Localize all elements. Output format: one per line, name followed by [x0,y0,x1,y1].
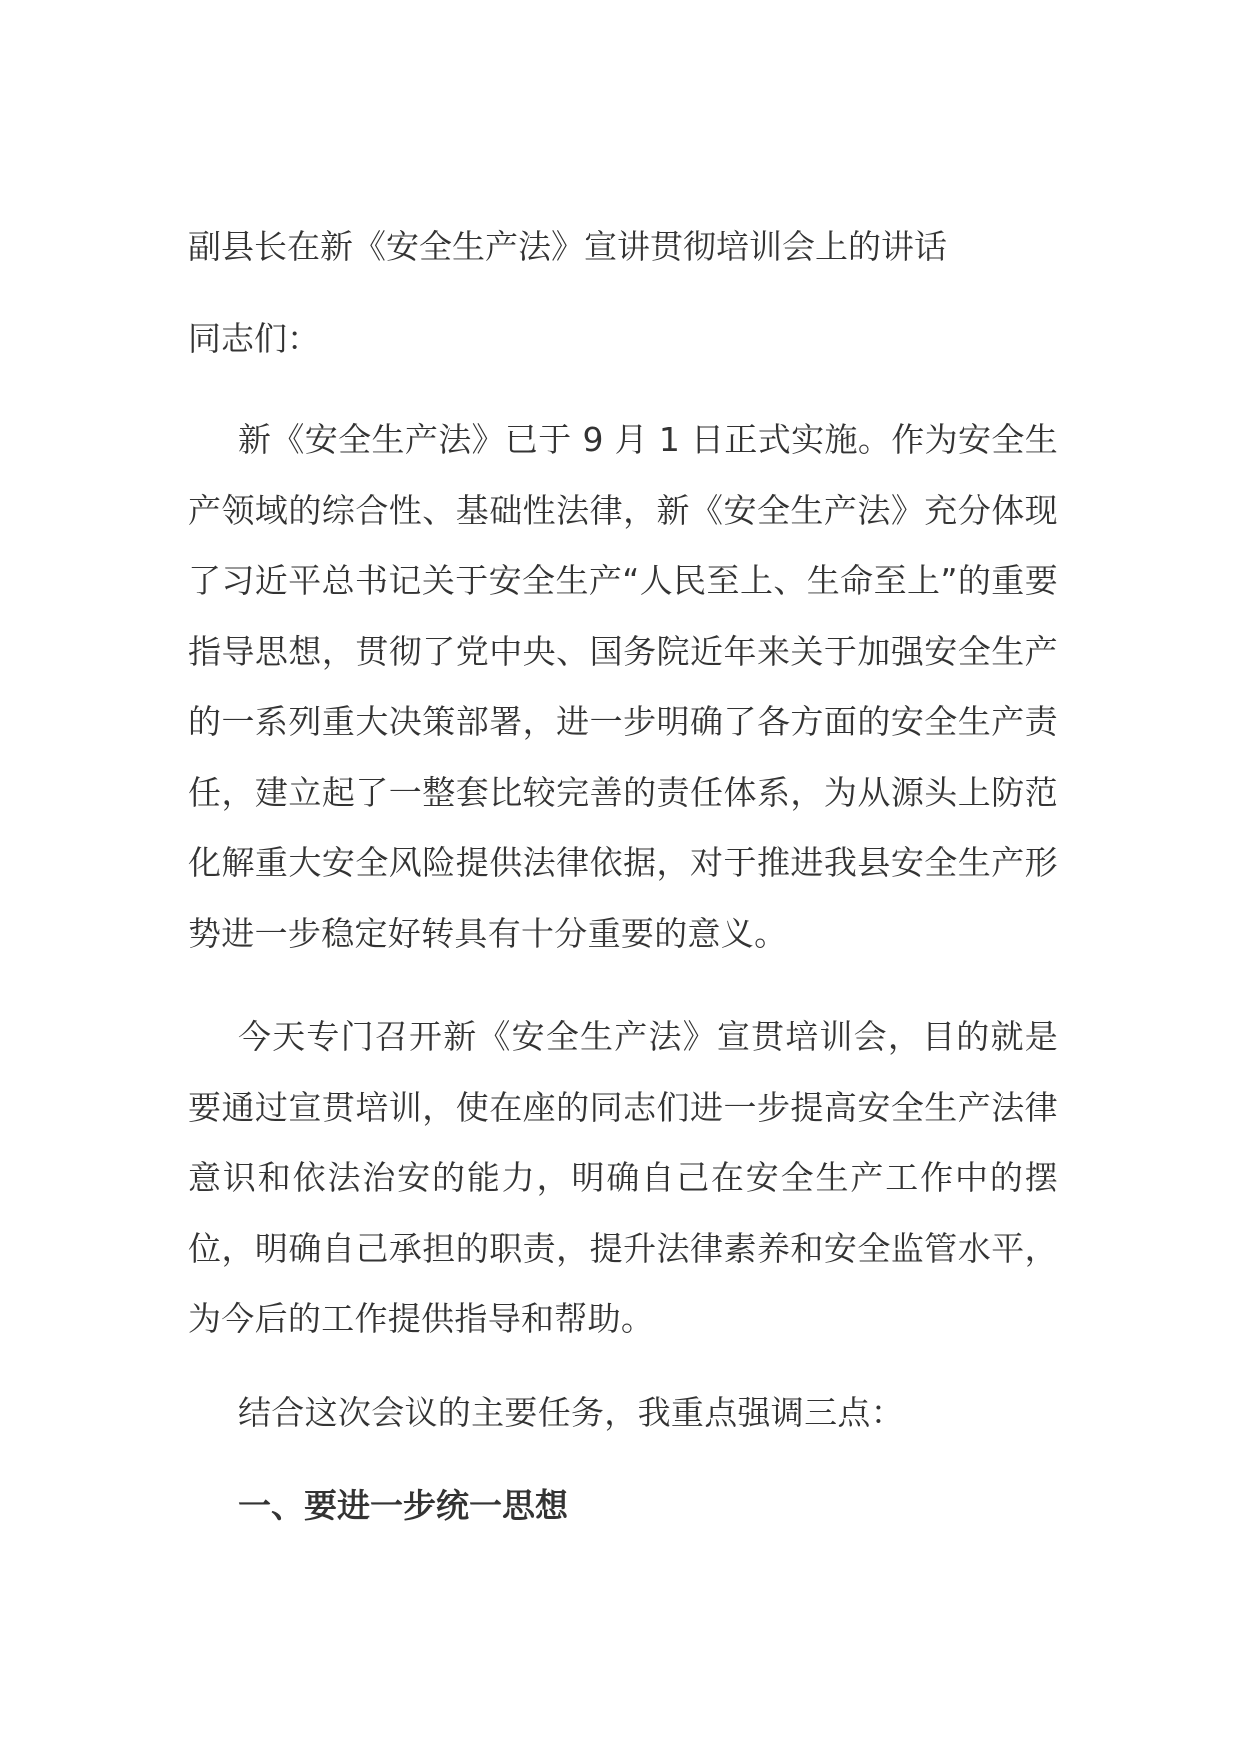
paragraph-1: 新《安全生产法》已于 9 月 1 日正式实施。作为安全生产领域的综合性、基础性法律，新《安全生产法》充分体现了习近平总书记关于安全生产“人民至上、生命至上”的重要指导思想，贯彻了党中央、国务院近年来关于加强安全生产的一系列重大决策部署，进一步明确了各方面的安全生产责任，建立起了一整套比较完善的责任体系，为从源头上防范化解重大安全风险提供法律依据，对于推进我县安全生产形势进一步稳定好转具有十分重要的意义。 [188,420,1058,953]
section-heading-1: 一、要进一步统一思想 [238,1485,568,1525]
paragraph-3: 结合这次会议的主要任务，我重点强调三点： [238,1392,904,1432]
paragraph-2: 今天专门召开新《安全生产法》宣贯培训会，目的就是要通过宣贯培训，使在座的同志们进一步提高安全生产法律意识和依法治安的能力，明确自己在安全生产工作中的摆位，明确自己承担的职责，提升法律素养和安全监管水平，为今后的工作提供指导和帮助。 [188,1017,1058,1338]
document-title: 副县长在新《安全生产法》宣讲贯彻培训会上的讲话 [188,227,947,266]
document-page [188,222,1058,1531]
salutation: 同志们： [188,319,320,358]
